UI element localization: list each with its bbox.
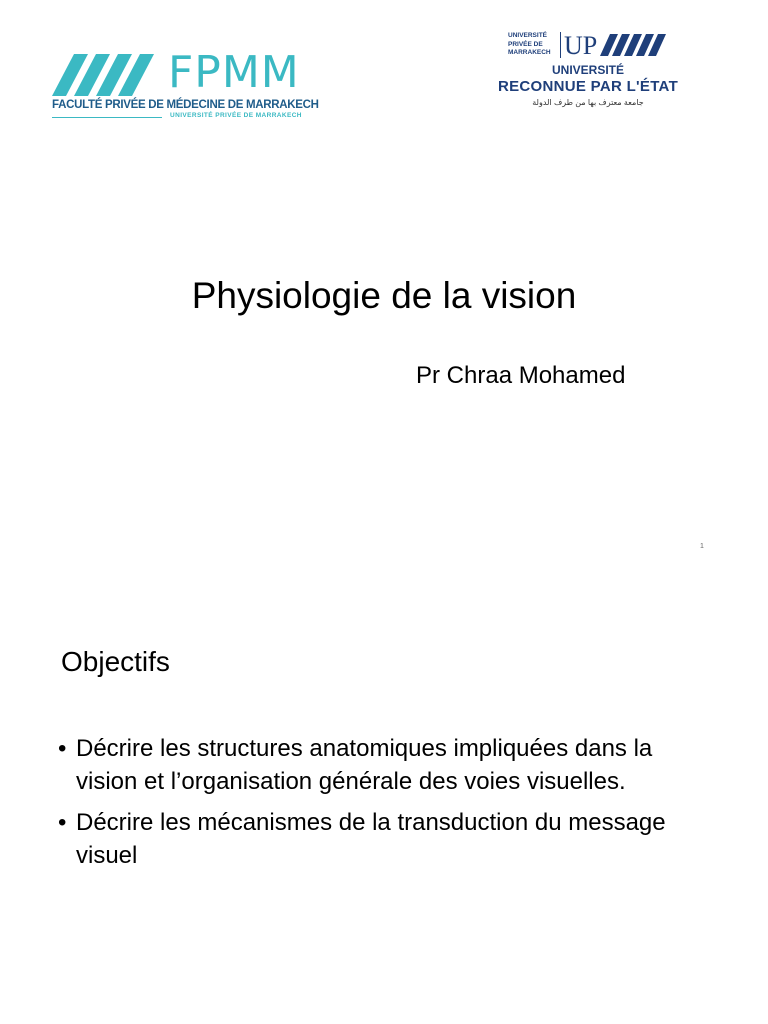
bullet-icon: • — [58, 735, 67, 762]
objectives-list — [58, 732, 718, 880]
slide-author: Pr Chraa Mohamed — [416, 362, 626, 389]
list-item-text: Décrire les structures anatomiques impliquées dans la vision et l’organisation générale des voies visuelles. — [76, 735, 653, 795]
up-arabic: جامعة معترف بها من طرف الدولة — [532, 98, 644, 107]
page-number: 1 — [700, 543, 704, 550]
fpmm-wordmark: FPMM — [168, 47, 300, 98]
list-item — [58, 806, 718, 872]
list-item — [58, 732, 718, 798]
fpmm-subtitle: FACULTÉ PRIVÉE DE MÉDECINE DE MARRAKECH — [52, 99, 319, 111]
fpmm-stripes-icon — [52, 54, 164, 96]
fpmm-logo — [52, 47, 332, 126]
up-mark-icon — [564, 32, 668, 58]
up-line2: RECONNUE PAR L'ÉTAT — [497, 78, 679, 95]
fpmm-tagline: UNIVERSITÉ PRIVÉE DE MARRAKECH — [170, 112, 302, 119]
up-logo — [474, 28, 702, 116]
objectives-slide — [0, 590, 768, 1024]
list-item-text: Décrire les mécanismes de la transduction du message visuel — [76, 809, 666, 869]
svg-text:UP: UP — [564, 32, 598, 58]
section-heading: Objectifs — [61, 646, 170, 677]
slide-title: Physiologie de la vision — [191, 275, 577, 316]
up-line1: UNIVERSITÉ — [551, 63, 624, 77]
up-small-text: UNIVERSITÉ PRIVÉE DE MARRAKECH — [508, 32, 551, 56]
bullet-icon: • — [58, 809, 67, 836]
up-divider — [560, 32, 561, 58]
fpmm-rule — [52, 117, 162, 118]
